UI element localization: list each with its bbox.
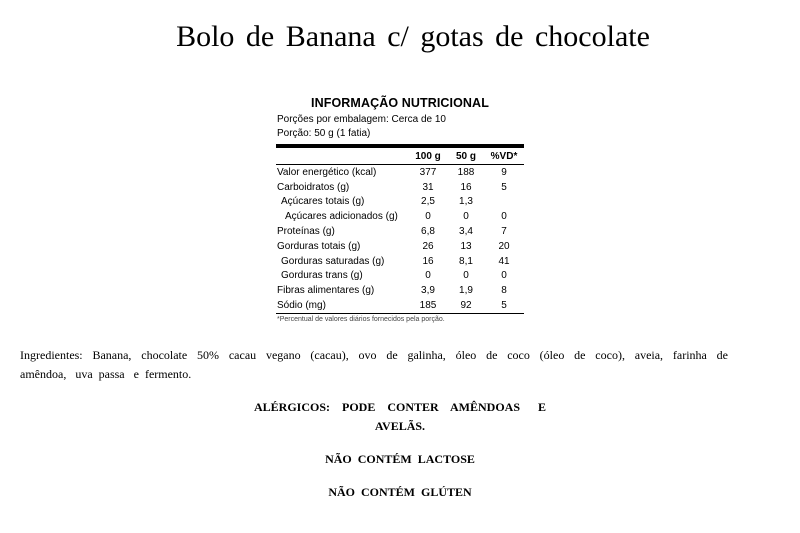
daily-value-percent: 7 [501, 226, 507, 238]
daily-value-percent [484, 195, 524, 210]
allergens-line: AVELÃS. [374, 419, 426, 433]
value-per-100g: 0 [425, 211, 431, 223]
daily-value-percent: 0 [501, 211, 507, 223]
value-per-100g: 6,8 [421, 226, 435, 238]
nutrient-name: Gorduras saturadas (g) [281, 255, 385, 267]
daily-value-percent: 5 [484, 298, 524, 313]
value-per-100g: 3,9 [421, 285, 435, 297]
lactose-free-notice: NÃO CONTÉM LACTOSE [325, 452, 475, 466]
nutrition-row [276, 224, 524, 239]
ingredients-line: amêndoa, uva passa e fermento. [20, 367, 192, 381]
column-header: 50 g [448, 148, 484, 165]
daily-value-percent: 20 [498, 240, 510, 252]
allergens-line: ALÉRGICOS: PODE CONTER AMÊNDOAS E [253, 400, 547, 414]
column-header: 100 g [408, 148, 448, 165]
daily-value-percent: 5 [501, 181, 507, 193]
servings-per-package: Porções por embalagem: Cerca de 10 [277, 114, 446, 125]
nutrition-row [276, 165, 524, 180]
daily-value-percent: 0 [501, 270, 507, 282]
value-per-serving: 0 [463, 211, 469, 223]
value-per-100g: 26 [422, 240, 434, 252]
nutrient-name: Açúcares adicionados (g) [285, 211, 398, 223]
nutrition-row [276, 283, 524, 298]
nutrient-name: Sódio (mg) [276, 298, 408, 313]
nutrient-name: Gorduras trans (g) [281, 270, 363, 282]
daily-value-percent: 41 [498, 255, 510, 267]
nutrient-name: Açúcares totais (g) [281, 196, 365, 208]
nutrition-heading: INFORMAÇÃO NUTRICIONAL [311, 96, 489, 110]
nutrition-row [276, 269, 524, 284]
value-per-serving: 13 [460, 240, 472, 252]
nutrition-row [276, 254, 524, 269]
value-per-100g: 2,5 [421, 196, 435, 208]
nutrition-row [276, 298, 524, 313]
column-header [276, 148, 408, 165]
nutrient-name: Fibras alimentares (g) [277, 285, 375, 297]
nutrient-name: Proteínas (g) [277, 226, 335, 238]
serving-size: Porção: 50 g (1 fatia) [277, 128, 371, 139]
nutrient-name: Gorduras totais (g) [277, 240, 361, 252]
nutrition-row [276, 195, 524, 210]
nutrition-table-header [276, 148, 524, 165]
nutrition-row [276, 209, 524, 224]
value-per-100g: 31 [422, 181, 434, 193]
daily-value-percent: 8 [501, 285, 507, 297]
value-per-serving: 1,9 [459, 285, 473, 297]
nutrient-name: Carboidratos (g) [277, 181, 350, 193]
ingredients-text [20, 346, 728, 384]
value-per-serving: 1,3 [459, 196, 473, 208]
nutrition-row [276, 239, 524, 254]
nutrition-facts-label [276, 96, 524, 323]
value-per-serving: 188 [457, 166, 475, 178]
gluten-free-notice: NÃO CONTÉM GLÚTEN [328, 485, 472, 499]
value-per-100g: 0 [425, 270, 431, 282]
value-per-serving: 8,1 [459, 255, 473, 267]
allergens-warning [240, 398, 560, 436]
value-per-serving: 3,4 [459, 226, 473, 238]
product-title: Bolo de Banana c/ gotas de chocolate [176, 20, 650, 53]
ingredients-line: Ingredientes: Banana, chocolate 50% cacau vegano (cacau), ovo de galinha, óleo de coco (óleo de coco), aveia, farinha de [20, 348, 728, 362]
column-header: %VD* [484, 148, 524, 165]
nutrition-table [276, 148, 524, 314]
nutrition-row [276, 180, 524, 195]
daily-value-percent: 9 [501, 166, 507, 178]
value-per-100g: 377 [419, 166, 437, 178]
nutrition-footnote: *Percentual de valores diários fornecidos pela porção. [277, 315, 445, 323]
nutrient-name: Valor energético (kcal) [277, 166, 377, 178]
value-per-100g: 185 [408, 298, 448, 313]
value-per-serving: 0 [463, 270, 469, 282]
value-per-100g: 16 [422, 255, 434, 267]
value-per-serving: 16 [460, 181, 472, 193]
value-per-serving: 92 [448, 298, 484, 313]
